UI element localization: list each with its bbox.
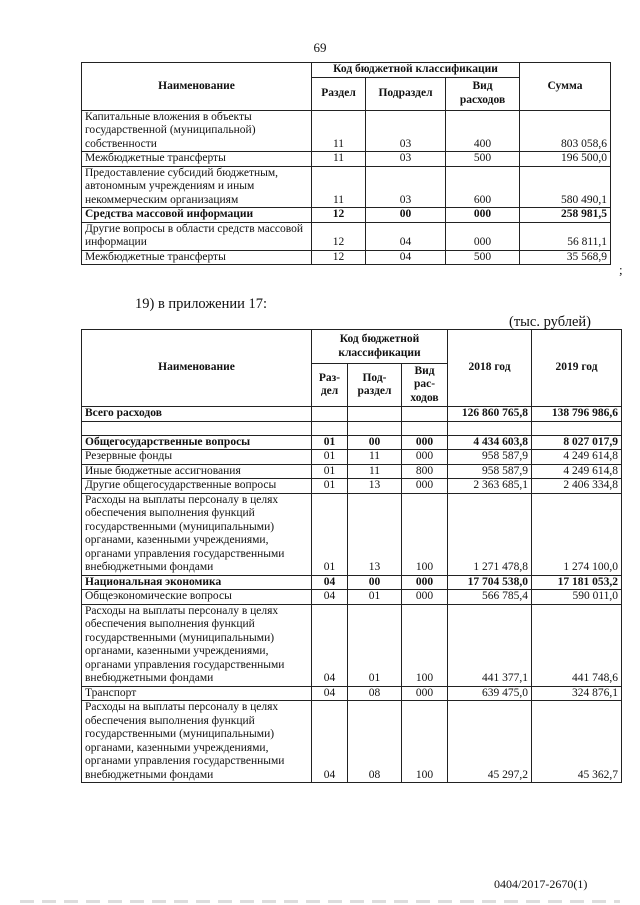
cell-subsection: 04: [366, 222, 446, 250]
budget-table-1: [81, 62, 611, 265]
cell-type: 000: [446, 222, 520, 250]
table-row: [82, 407, 622, 422]
cell-subsection: [348, 407, 402, 422]
cell-subsection: 03: [366, 166, 446, 208]
cell-section: 01: [312, 493, 348, 575]
document-code: 0404/2017-2670(1): [494, 877, 588, 891]
cell-y2018: 45 297,2: [448, 701, 532, 783]
cell-y2019: 2 406 334,8: [532, 479, 622, 494]
cell-subsection: [348, 421, 402, 435]
cell-y2018: 4 434 603,8: [448, 435, 532, 450]
cell-type: 800: [402, 464, 448, 479]
table-row: [82, 110, 611, 152]
cell-sum: 56 811,1: [520, 222, 611, 250]
cell-y2019: 4 249 614,8: [532, 464, 622, 479]
cell-section: 12: [312, 208, 366, 223]
cell-name: Расходы на выплаты персоналу в целях обеспечения выполнения функций государственными (муниципальными) органами, казенными учреждениями, органами управления государственными внебюджетными фондами: [82, 701, 312, 783]
cell-type: 000: [402, 590, 448, 605]
cell-y2018: 126 860 765,8: [448, 407, 532, 422]
cell-subsection: 08: [348, 701, 402, 783]
header-name: Наименование: [82, 63, 312, 111]
cell-name: Другие общегосударственные вопросы: [82, 479, 312, 494]
cell-type: 100: [402, 493, 448, 575]
header-expense-type: Вид расходов: [446, 77, 520, 110]
header-expense-type-2: Вид рас-ходов: [402, 364, 448, 407]
cell-y2018: 1 271 478,8: [448, 493, 532, 575]
cell-subsection: 13: [348, 479, 402, 494]
cell-section: 01: [312, 464, 348, 479]
cell-subsection: 00: [348, 435, 402, 450]
cell-sum: 196 500,0: [520, 152, 611, 167]
cell-y2018: 441 377,1: [448, 604, 532, 686]
cell-y2018: 2 363 685,1: [448, 479, 532, 494]
cell-section: 11: [312, 166, 366, 208]
page-number: 69: [313, 40, 327, 55]
header-sum: Сумма: [520, 63, 611, 111]
cell-name: Межбюджетные трансферты: [82, 152, 312, 167]
cell-section: 04: [312, 604, 348, 686]
header-section: Раздел: [312, 77, 366, 110]
table-row: [82, 604, 622, 686]
table-row: [82, 435, 622, 450]
cell-y2019: 17 181 053,2: [532, 575, 622, 590]
cell-y2018: 639 475,0: [448, 686, 532, 701]
header-2019: 2019 год: [532, 330, 622, 407]
header-subsection-2: Под-раздел: [348, 364, 402, 407]
cell-subsection: 03: [366, 110, 446, 152]
cell-name: Предоставление субсидий бюджетным, автономным учреждениям и иным некоммерческим организациям: [82, 166, 312, 208]
cell-type: 000: [446, 208, 520, 223]
cell-y2019: 8 027 017,9: [532, 435, 622, 450]
cell-type: 000: [402, 450, 448, 465]
header-subsection: Подраздел: [366, 77, 446, 110]
table-row: [82, 208, 611, 223]
cell-name: Средства массовой информации: [82, 208, 312, 223]
cell-subsection: 13: [348, 493, 402, 575]
table-row: [82, 701, 622, 783]
cell-name: Расходы на выплаты персоналу в целях обеспечения выполнения функций государственными (муниципальными) органами, казенными учреждениями, органами управления государственными внебюджетными фондами: [82, 604, 312, 686]
cell-y2019: 324 876,1: [532, 686, 622, 701]
table-row: [82, 166, 611, 208]
cell-name: Национальная экономика: [82, 575, 312, 590]
cell-section: [312, 421, 348, 435]
cell-name: Общегосударственные вопросы: [82, 435, 312, 450]
cell-type: [402, 407, 448, 422]
cell-section: 04: [312, 701, 348, 783]
cell-name: Расходы на выплаты персоналу в целях обеспечения выполнения функций государственными (муниципальными) органами, казенными учреждениями, органами управления государственными внебюджетными фондами: [82, 493, 312, 575]
cell-section: 11: [312, 110, 366, 152]
cell-y2018: [448, 421, 532, 435]
cell-section: 01: [312, 450, 348, 465]
cell-subsection: 00: [348, 575, 402, 590]
unit-label: (тыс. рублей): [509, 314, 591, 330]
cell-sum: 258 981,5: [520, 208, 611, 223]
cell-name: [82, 421, 312, 435]
header-name-2: Наименование: [82, 330, 312, 407]
table-row: [82, 222, 611, 250]
table-row: [82, 421, 622, 435]
table-row: [82, 152, 611, 167]
cell-type: 400: [446, 110, 520, 152]
table-row: [82, 575, 622, 590]
cell-type: 000: [402, 575, 448, 590]
cell-section: 12: [312, 250, 366, 265]
cell-name: Капитальные вложения в объекты государственной (муниципальной) собственности: [82, 110, 312, 152]
cell-sum: 35 568,9: [520, 250, 611, 265]
cell-y2019: 1 274 100,0: [532, 493, 622, 575]
cell-type: 100: [402, 604, 448, 686]
cell-name: Общеэкономические вопросы: [82, 590, 312, 605]
table-row: [82, 450, 622, 465]
cell-section: 12: [312, 222, 366, 250]
table-row: [82, 686, 622, 701]
cell-name: Другие вопросы в области средств массовой информации: [82, 222, 312, 250]
cell-type: 000: [402, 686, 448, 701]
cell-y2019: 45 362,7: [532, 701, 622, 783]
table-row: [82, 590, 622, 605]
cell-section: 04: [312, 590, 348, 605]
header-section-2: Раз-дел: [312, 364, 348, 407]
cell-name: Всего расходов: [82, 407, 312, 422]
cell-y2019: [532, 421, 622, 435]
cell-name: Резервные фонды: [82, 450, 312, 465]
cell-y2019: 590 011,0: [532, 590, 622, 605]
cell-subsection: 00: [366, 208, 446, 223]
cell-subsection: 11: [348, 464, 402, 479]
header-code-group-2: Код бюджетной классификации: [312, 330, 448, 364]
header-code-group: Код бюджетной классификации: [312, 63, 520, 78]
cell-y2019: 138 796 986,6: [532, 407, 622, 422]
cell-type: 000: [402, 435, 448, 450]
intro-text: 19) в приложении 17:: [135, 296, 268, 312]
cell-section: 01: [312, 435, 348, 450]
table-row: [82, 464, 622, 479]
cell-subsection: 01: [348, 604, 402, 686]
cell-subsection: 04: [366, 250, 446, 265]
cell-name: Межбюджетные трансферты: [82, 250, 312, 265]
cell-type: 500: [446, 152, 520, 167]
cell-y2019: 4 249 614,8: [532, 450, 622, 465]
cell-type: 500: [446, 250, 520, 265]
cell-y2019: 441 748,6: [532, 604, 622, 686]
cell-subsection: 01: [348, 590, 402, 605]
cell-y2018: 958 587,9: [448, 464, 532, 479]
trailing-semicolon: ;: [619, 262, 623, 277]
cell-y2018: 17 704 538,0: [448, 575, 532, 590]
cell-y2018: 566 785,4: [448, 590, 532, 605]
table-row: [82, 250, 611, 265]
cell-sum: 580 490,1: [520, 166, 611, 208]
cell-type: [402, 421, 448, 435]
cell-type: 000: [402, 479, 448, 494]
cell-section: 01: [312, 479, 348, 494]
header-2018: 2018 год: [448, 330, 532, 407]
scan-edge: [20, 900, 620, 903]
table-row: [82, 479, 622, 494]
cell-name: Иные бюджетные ассигнования: [82, 464, 312, 479]
cell-subsection: 08: [348, 686, 402, 701]
cell-sum: 803 058,6: [520, 110, 611, 152]
cell-section: 04: [312, 686, 348, 701]
budget-table-2: [81, 329, 622, 783]
cell-type: 100: [402, 701, 448, 783]
cell-section: [312, 407, 348, 422]
cell-name: Транспорт: [82, 686, 312, 701]
cell-section: 11: [312, 152, 366, 167]
cell-section: 04: [312, 575, 348, 590]
cell-type: 600: [446, 166, 520, 208]
cell-y2018: 958 587,9: [448, 450, 532, 465]
table-row: [82, 493, 622, 575]
cell-subsection: 11: [348, 450, 402, 465]
cell-subsection: 03: [366, 152, 446, 167]
